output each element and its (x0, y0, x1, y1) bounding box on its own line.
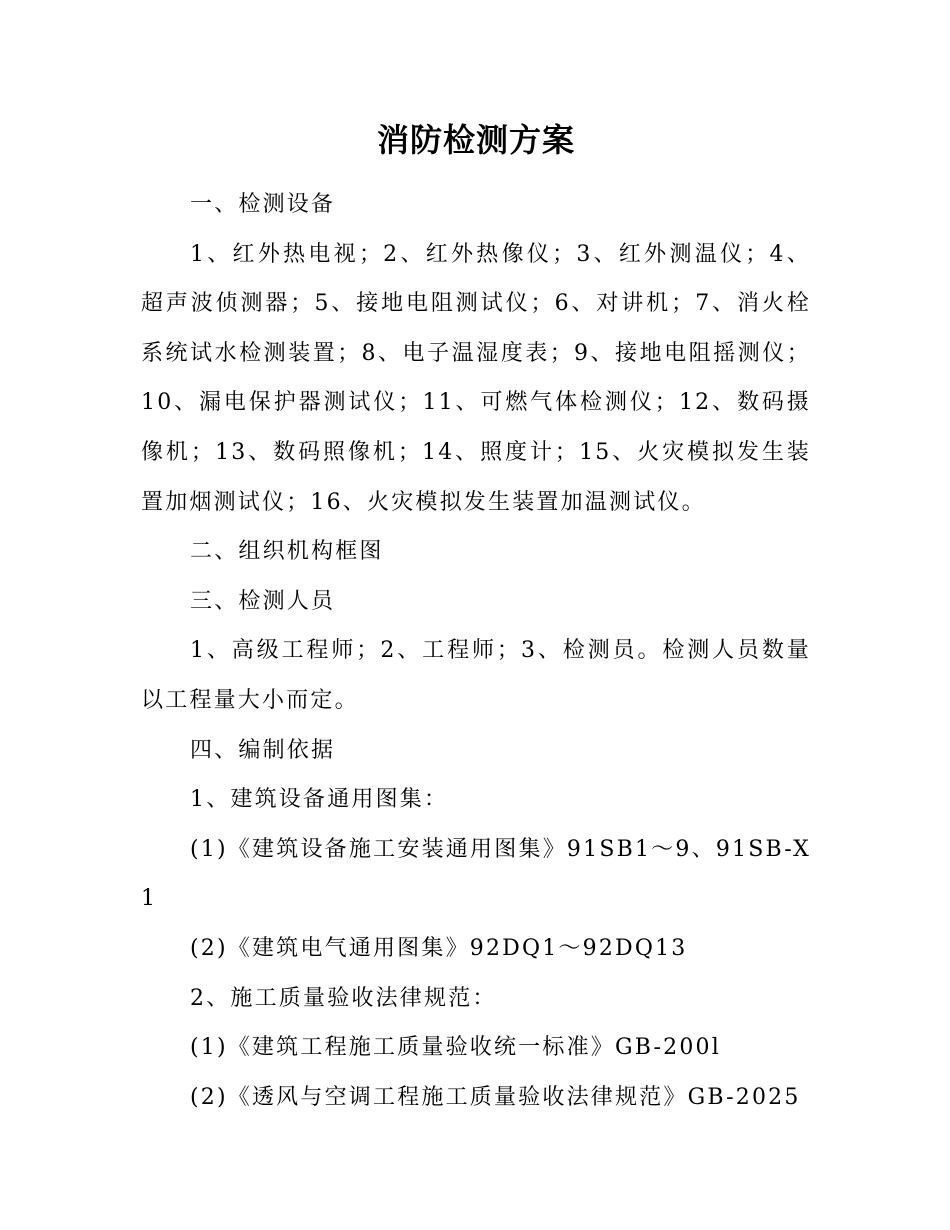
equipment-list-paragraph: 1、红外热电视；2、红外热像仪；3、红外测温仪；4、超声波侦测器；5、接地电阻测试仪；6、对讲机；7、消火栓系统试水检测装置；8、电子温湿度表；9、接地电阻摇测仪；10、漏电保护器测试仪；11、可燃气体检测仪；12、数码摄像机；13、数码照像机；14、照度计；15、火灾模拟发生装置加烟测试仪；16、火灾模拟发生装置加温测试仪。 (141, 241, 811, 515)
basis-subitem-standard-1: (1)《建筑工程施工质量验收统一标准》GB-200l (190, 1035, 721, 1061)
personnel-paragraph: 1、高级工程师；2、工程师；3、检测员。检测人员数量以工程量大小而定。 (141, 638, 811, 713)
basis-subitem-standard-2: (2)《透风与空调工程施工质量验收法律规范》GB-2025 (190, 1084, 801, 1110)
section-heading-organization: 二、组织机构框图 (190, 539, 384, 565)
basis-item-standards: 2、施工质量验收法律规范： (190, 985, 497, 1011)
section-heading-personnel: 三、检测人员 (190, 588, 336, 614)
basis-item-atlas: 1、建筑设备通用图集： (190, 787, 449, 813)
section-heading-equipment: 一、检测设备 (190, 192, 336, 217)
basis-subitem-atlas-2: (2)《建筑电气通用图集》92DQ1～92DQ13 (190, 935, 688, 961)
basis-subitem-atlas-1: (1)《建筑设备施工安装通用图集》91SB1～9、91SB-X1 (141, 836, 811, 912)
section-heading-basis: 四、编制依据 (190, 737, 336, 763)
document-body (141, 112, 811, 1122)
document-title: 消防检测方案 (376, 121, 575, 159)
